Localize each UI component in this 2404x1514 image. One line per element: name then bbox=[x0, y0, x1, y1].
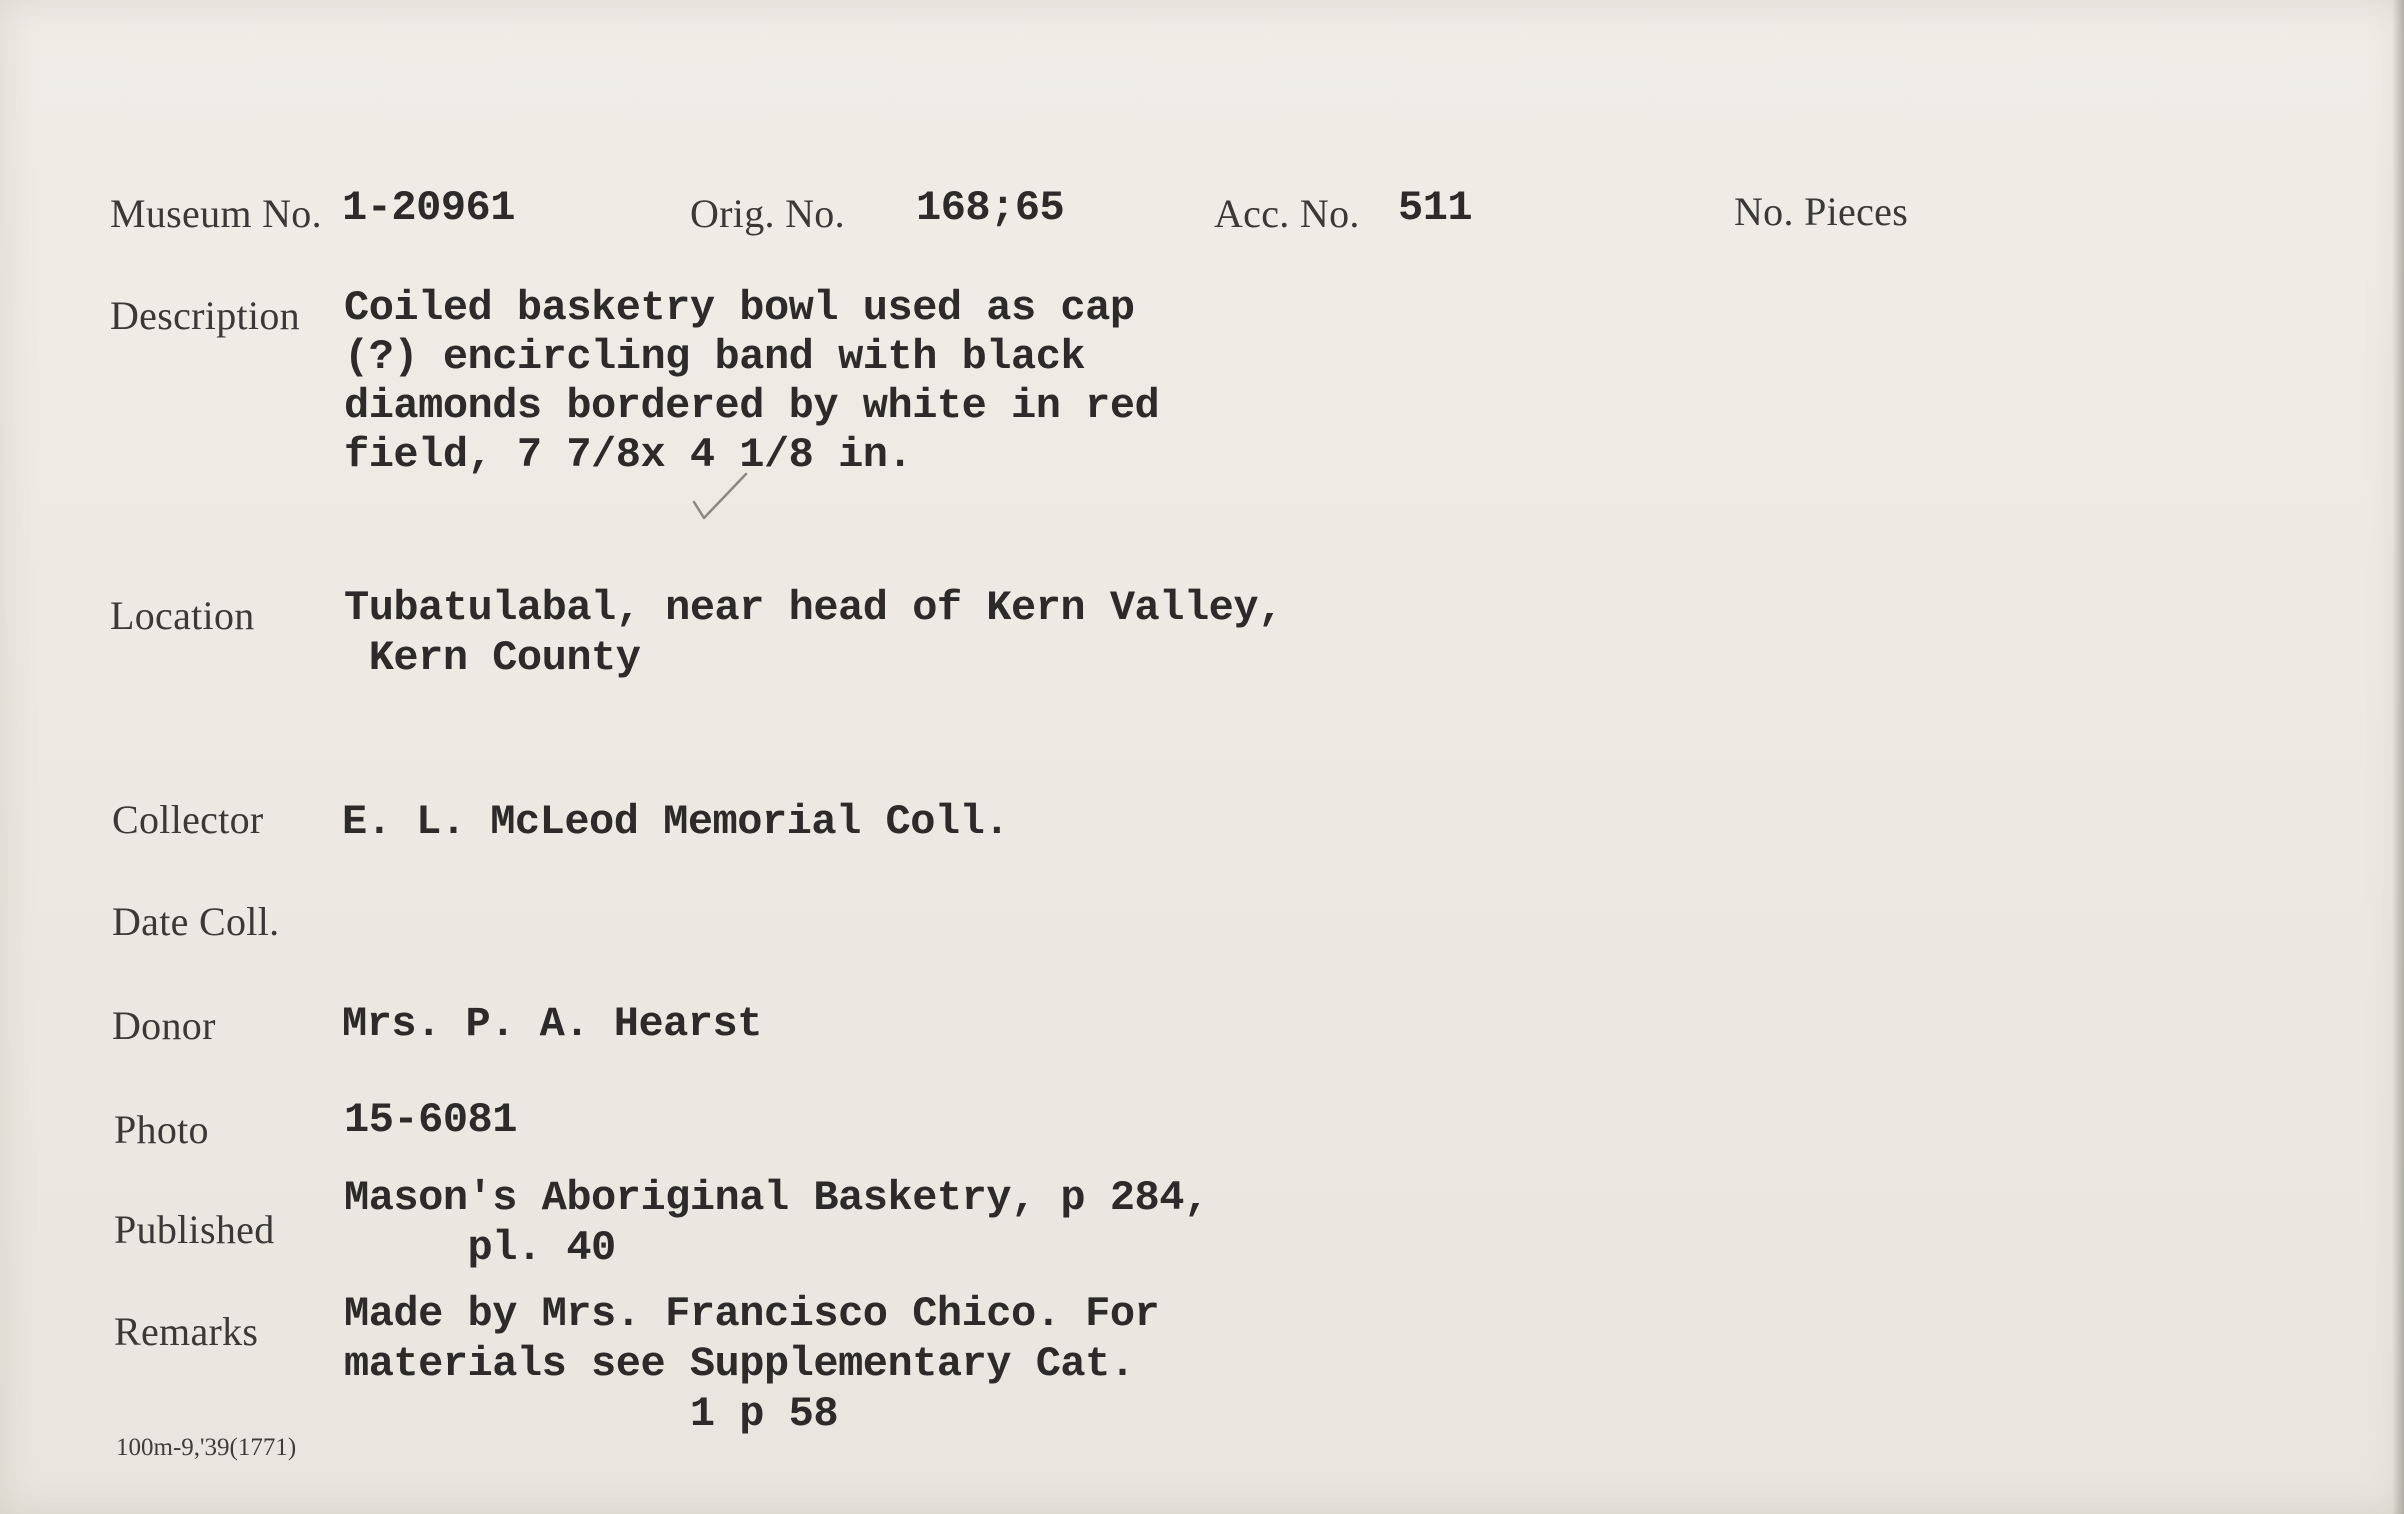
published-label: Published bbox=[114, 1207, 275, 1252]
location-line-1: Tubatulabal, near head of Kern Valley, bbox=[344, 584, 1283, 632]
published-line-1: Mason's Aboriginal Basketry, p 284, bbox=[344, 1174, 1209, 1222]
collector-label: Collector bbox=[112, 797, 264, 842]
orig-no-label: Orig. No. bbox=[690, 191, 845, 236]
museum-no-label: Museum No. bbox=[110, 191, 322, 236]
remarks-line-3: 1 p 58 bbox=[344, 1390, 839, 1438]
photo-value: 15-6081 bbox=[344, 1096, 517, 1144]
remarks-label: Remarks bbox=[114, 1309, 259, 1354]
description-line-3: diamonds bordered by white in red bbox=[344, 382, 1160, 430]
description-line-2: (?) encircling band with black bbox=[344, 333, 1086, 381]
description-line-1: Coiled basketry bowl used as cap bbox=[344, 284, 1135, 332]
collector-value: E. L. McLeod Memorial Coll. bbox=[342, 798, 1010, 846]
description-line-4: field, 7 7/8x 4 1/8 in. bbox=[344, 431, 913, 479]
date-coll-label: Date Coll. bbox=[112, 899, 280, 944]
no-pieces-label: No. Pieces bbox=[1734, 189, 1909, 234]
acc-no-label: Acc. No. bbox=[1214, 191, 1360, 236]
location-label: Location bbox=[110, 593, 255, 638]
form-code: 100m-9,'39(1771) bbox=[116, 1434, 297, 1461]
checkmark-icon bbox=[690, 468, 750, 528]
acc-no-value: 511 bbox=[1398, 184, 1473, 232]
description-label: Description bbox=[110, 293, 300, 338]
location-line-2: Kern County bbox=[344, 634, 641, 682]
donor-label: Donor bbox=[112, 1003, 216, 1048]
orig-no-value: 168;65 bbox=[916, 184, 1065, 232]
card-edge-shadow bbox=[2392, 0, 2404, 1514]
museum-no-value: 1-20961 bbox=[342, 184, 515, 232]
donor-value: Mrs. P. A. Hearst bbox=[342, 1000, 762, 1048]
remarks-line-2: materials see Supplementary Cat. bbox=[344, 1340, 1135, 1388]
remarks-line-1: Made by Mrs. Francisco Chico. For bbox=[344, 1290, 1160, 1338]
photo-label: Photo bbox=[114, 1107, 209, 1152]
published-line-2: pl. 40 bbox=[344, 1224, 616, 1272]
